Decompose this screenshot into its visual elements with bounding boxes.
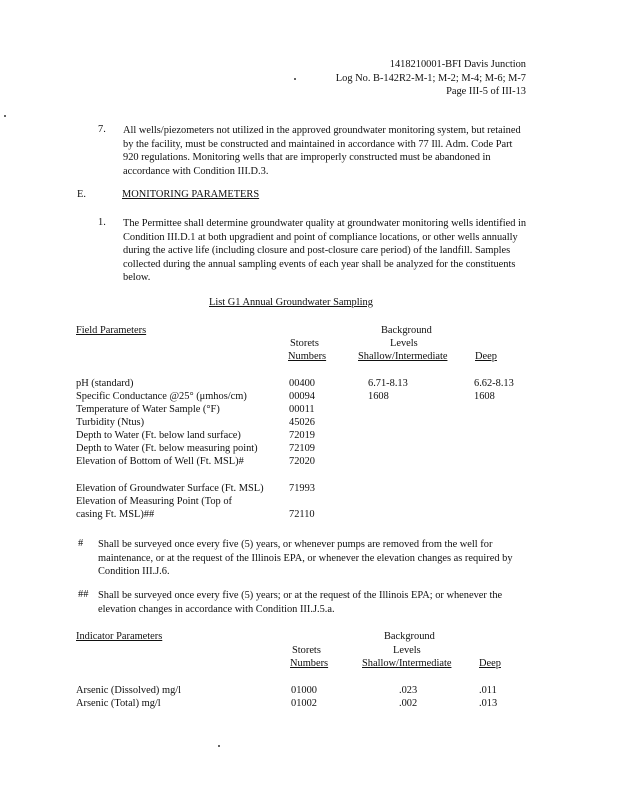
item-7-text: All wells/piezometers not utilized in the approved groundwater monitoring system, but retained by the facility, must be constructed and maintained in accordance with 77 Ill. Adm. Code Part 920 regulations. Monitoring wells that are improperly constructed must be abandoned in accordance with Condition III.D.3. (123, 125, 521, 177)
field-storets-label: Storets (290, 338, 319, 349)
field-shallow-label: Shallow/Intermediate (358, 351, 448, 362)
indicator-numbers-label: Numbers (290, 658, 329, 669)
field-row-storet: 00011 (289, 404, 315, 415)
field-row-deep: 6.62-8.13 (474, 378, 514, 389)
header-line-2: Log No. B-142R2-M-1; M-2; M-4; M-6; M-7 (335, 73, 526, 84)
field-row-name: casing Ft. MSL)## (76, 509, 155, 520)
indicator-background-label: Background (384, 631, 435, 642)
field-row-storet: 72109 (289, 443, 315, 454)
item-1-text: The Permittee shall determine groundwater quality at groundwater monitoring wells identified in Condition III.D.1 at both upgradient and point of compliance locations, or other wells annually during the active life (including closure and post-closure care period) of the landfill. Samples collected during the annual sampling events of each year shall be analyzed for the constituents below. (123, 218, 527, 284)
item-7-number: 7. (98, 124, 106, 135)
footnote-2-text: Shall be surveyed once every five (5) years; or at the request of the Illinois EPA; or whenever the elevation changes in accordance with Condition III.J.5.a. (98, 590, 503, 615)
field-row-name: Elevation of Measuring Point (Top of (76, 496, 232, 507)
item-1-number: 1. (98, 217, 106, 228)
field-row-name: Temperature of Water Sample (°F) (76, 404, 220, 415)
field-row-deep: 1608 (474, 391, 495, 402)
field-row-shallow: 6.71-8.13 (368, 378, 408, 389)
field-row-name: Specific Conductance @25° (μmhos/cm) (76, 391, 247, 402)
header-line-1: 1418210001-BFI Davis Junction (389, 59, 526, 70)
indicator-row-storet: 01002 (291, 698, 317, 709)
field-row-storet: 72020 (289, 456, 315, 467)
field-row-name: Depth to Water (Ft. below land surface) (76, 430, 241, 441)
field-row-name: Elevation of Bottom of Well (Ft. MSL)# (76, 456, 244, 467)
field-row-storet: 71993 (289, 483, 315, 494)
indicator-row-name: Arsenic (Dissolved) mg/l (76, 685, 182, 696)
field-row-name: Turbidity (Ntus) (76, 417, 145, 428)
indicator-row-deep: .013 (479, 698, 498, 709)
indicator-deep-label: Deep (479, 658, 501, 669)
list-title: List G1 Annual Groundwater Sampling (209, 297, 373, 308)
field-row-name: Elevation of Groundwater Surface (Ft. MSL) (76, 483, 264, 494)
field-row-storet: 00094 (289, 391, 315, 402)
indicator-row-deep: .011 (479, 685, 497, 696)
field-row-storet: 00400 (289, 378, 315, 389)
field-row-storet: 72019 (289, 430, 315, 441)
field-row-shallow: 1608 (368, 391, 389, 402)
indicator-row-shallow: .023 (399, 685, 418, 696)
field-row-name: Depth to Water (Ft. below measuring point) (76, 443, 258, 454)
indicator-levels-label: Levels (393, 645, 421, 656)
section-e-title: MONITORING PARAMETERS (122, 189, 260, 200)
scan-speck (294, 78, 296, 80)
section-e-letter: E. (77, 189, 86, 200)
indicator-row-shallow: .002 (399, 698, 418, 709)
field-deep-label: Deep (475, 351, 497, 362)
scan-speck (4, 115, 6, 117)
indicator-storets-label: Storets (292, 645, 321, 656)
footnote-1-mark: # (78, 538, 84, 549)
field-row-storet: 45026 (289, 417, 315, 428)
indicator-parameters-heading: Indicator Parameters (76, 631, 163, 642)
field-levels-label: Levels (390, 338, 418, 349)
indicator-row-name: Arsenic (Total) mg/l (76, 698, 161, 709)
footnote-2-mark: ## (78, 589, 89, 600)
indicator-shallow-label: Shallow/Intermediate (362, 658, 452, 669)
field-row-storet: 72110 (289, 509, 315, 520)
field-row-name: pH (standard) (76, 378, 134, 389)
indicator-row-storet: 01000 (291, 685, 317, 696)
scan-speck (218, 745, 220, 747)
footnote-1-text: Shall be surveyed once every five (5) years, or whenever pumps are removed from the well for maintenance, or at the request of the Illinois EPA, or whenever the elevation changes as required by Condition III.J.6. (98, 539, 513, 578)
field-parameters-heading: Field Parameters (76, 325, 147, 336)
header-line-3: Page III-5 of III-13 (446, 86, 526, 97)
field-numbers-label: Numbers (288, 351, 327, 362)
field-background-label: Background (381, 325, 432, 336)
